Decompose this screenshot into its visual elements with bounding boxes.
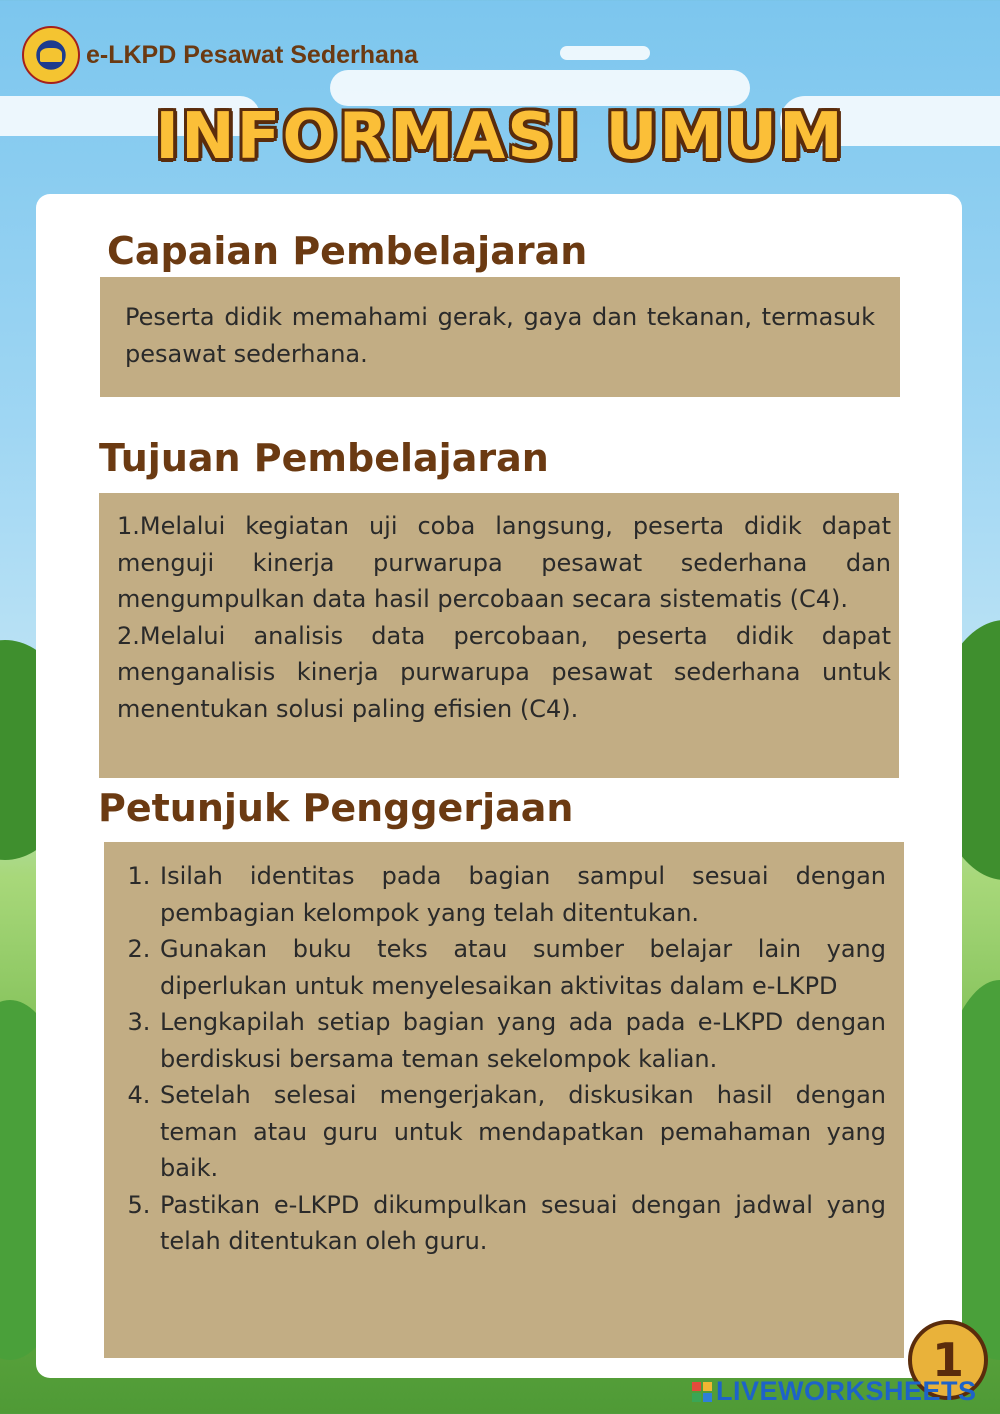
list-item: 5. Pastikan e-LKPD dikumpulkan sesuai dengan jadwal yang telah ditentukan oleh guru. (158, 1187, 886, 1260)
capaian-text: Peserta didik memahami gerak, gaya dan tekanan, termasuk pesawat sederhana. (125, 303, 875, 368)
petunjuk-title: Petunjuk Penggerjaan (98, 786, 574, 830)
cloud-decoration (560, 46, 650, 60)
header (22, 26, 418, 84)
petunjuk-box (104, 842, 904, 1358)
watermark-text: LIVEWORKSHEETS (716, 1376, 977, 1406)
tujuan-title: Tujuan Pembelajaran (99, 436, 549, 480)
tujuan-item: 2.Melalui analisis data percobaan, peserta didik dapat menganalisis kinerja purwarupa pesawat sederhana untuk menentukan solusi paling efisien (C4). (117, 621, 891, 723)
list-item: 2. Gunakan buku teks atau sumber belajar lain yang diperlukan untuk menyelesaikan aktivitas dalam e-LKPD (158, 931, 886, 1004)
list-item: 1. Isilah identitas pada bagian sampul sesuai dengan pembagian kelompok yang telah ditentukan. (158, 858, 886, 931)
liveworksheets-watermark[interactable] (692, 1376, 977, 1407)
page-number: 1 (908, 1320, 988, 1400)
tujuan-item: 1.Melalui kegiatan uji coba langsung, peserta didik dapat menguji kinerja purwarupa pesawat sederhana dan mengumpulkan data hasil percobaan secara sistematis (C4). (117, 512, 891, 613)
liveworksheets-logo-icon (692, 1382, 712, 1402)
tujuan-box (99, 493, 899, 778)
capaian-box (100, 277, 900, 397)
page-title: INFORMASI UMUM (155, 100, 845, 174)
capaian-title: Capaian Pembelajaran (107, 229, 588, 273)
petunjuk-list (124, 858, 886, 1260)
header-title: e-LKPD Pesawat Sederhana (86, 40, 419, 69)
university-logo (22, 26, 80, 84)
list-item: 4. Setelah selesai mengerjakan, diskusikan hasil dengan teman atau guru untuk mendapatkan pemahaman yang baik. (158, 1077, 886, 1187)
list-item: 3. Lengkapilah setiap bagian yang ada pada e-LKPD dengan berdiskusi bersama teman sekelompok kalian. (158, 1004, 886, 1077)
